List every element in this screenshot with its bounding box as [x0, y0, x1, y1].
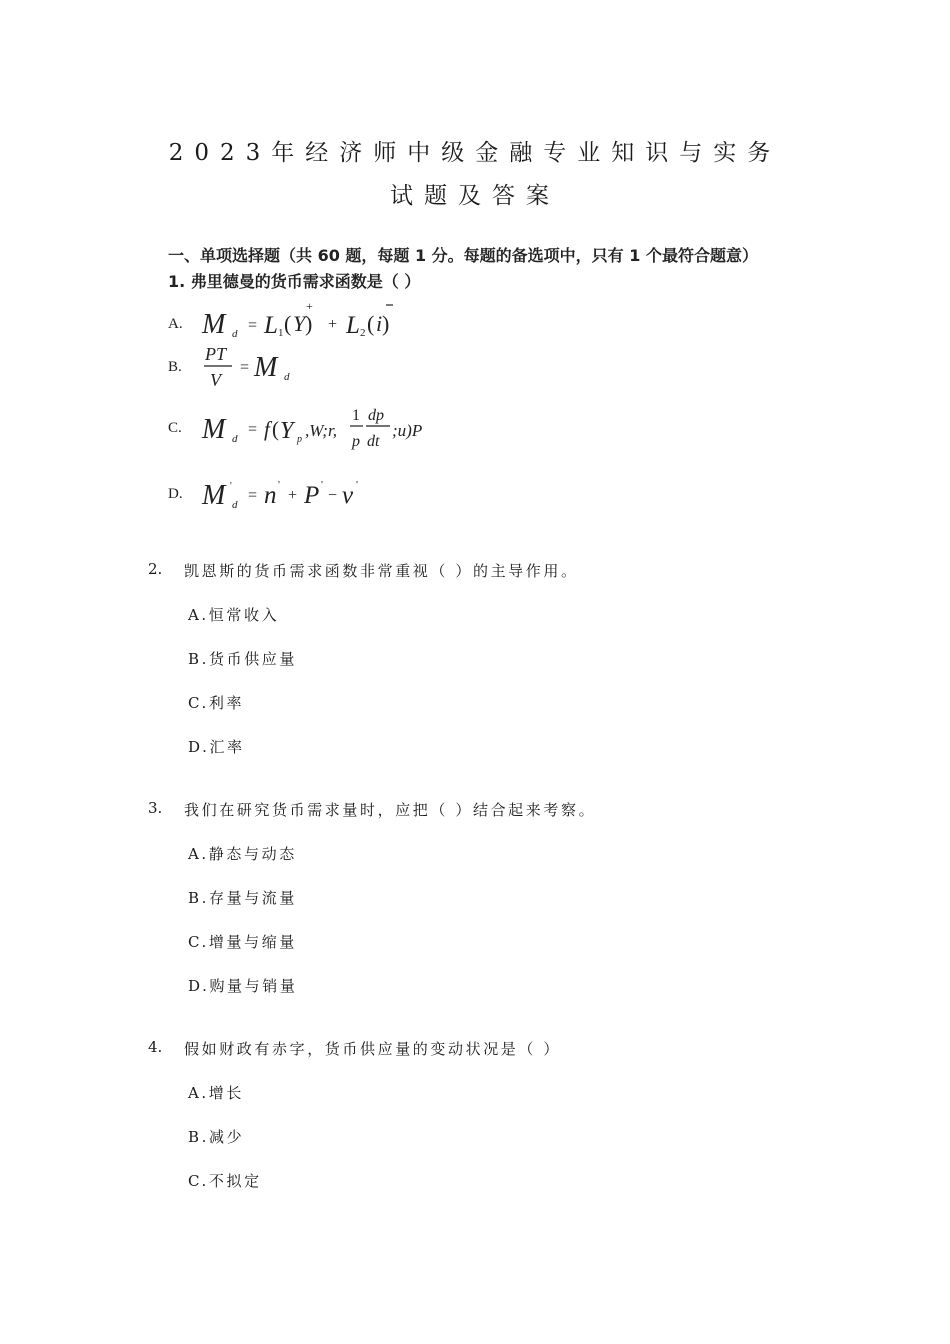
- option-a-formula: [168, 299, 393, 340]
- svg-text:PT: PT: [205, 344, 227, 364]
- svg-text:,W;r,: ,W;r,: [305, 421, 337, 440]
- svg-text:': ': [278, 479, 280, 491]
- svg-text:): ): [382, 311, 390, 336]
- svg-text:(: (: [367, 311, 375, 336]
- svg-text:d: d: [232, 328, 238, 340]
- option-c-formula: [168, 407, 422, 450]
- svg-text:=: =: [248, 487, 258, 504]
- svg-text:1: 1: [278, 327, 284, 339]
- question-2-text: 凯恩斯的货币需求函数非常重视（ ）的主导作用。: [184, 562, 579, 580]
- svg-text:p: p: [352, 433, 360, 450]
- svg-text:': ': [230, 481, 232, 492]
- svg-text:i: i: [376, 311, 383, 336]
- svg-text:': ': [356, 479, 358, 491]
- svg-text:P: P: [304, 482, 320, 509]
- svg-text:(: (: [284, 311, 292, 336]
- svg-text:+: +: [328, 316, 338, 333]
- svg-text:+: +: [306, 299, 313, 313]
- question-4-option-a: A.增长: [188, 1084, 245, 1102]
- question-2-option-d: D.汇率: [188, 738, 245, 756]
- question-3-option-d: D.购量与销量: [188, 977, 298, 995]
- svg-text:dp: dp: [368, 407, 384, 424]
- question-1-formula-options: [160, 296, 500, 516]
- svg-text:(: (: [272, 417, 279, 441]
- svg-text:+: +: [288, 487, 298, 504]
- question-4-option-c: C.不拟定: [188, 1172, 262, 1190]
- svg-text:M: M: [202, 309, 226, 340]
- svg-text:Y: Y: [293, 311, 306, 336]
- question-4-number: 4.: [148, 1038, 163, 1056]
- option-d-formula: [168, 479, 358, 511]
- question-2-option-c: C.利率: [188, 694, 245, 712]
- svg-text:d: d: [284, 371, 290, 383]
- option-c-label: C.: [168, 420, 182, 436]
- svg-text:L: L: [346, 312, 360, 339]
- question-3-number: 3.: [148, 799, 163, 817]
- svg-text:f: f: [264, 417, 270, 441]
- svg-text:p: p: [297, 434, 302, 445]
- question-4-text: 假如财政有赤字，货币供应量的变动状况是（ ）: [184, 1040, 561, 1058]
- svg-text:): ): [305, 311, 313, 336]
- section-heading: 一、单项选择题（共 60 题，每题 1 分。每题的备选项中，只有 1 个最符合题意）: [168, 246, 758, 265]
- question-3-text: 我们在研究货币需求量时，应把（ ）结合起来考察。: [184, 801, 597, 819]
- question-2-number: 2.: [148, 560, 163, 578]
- question-3-option-a: A.静态与动态: [188, 845, 297, 863]
- svg-text:dt: dt: [367, 433, 380, 450]
- question-3-option-b: B.存量与流量: [188, 889, 297, 907]
- svg-text:L: L: [264, 312, 278, 339]
- document-title-line1: 2023年经济师中级金融专业知识与实务: [168, 140, 782, 166]
- svg-text:d: d: [232, 433, 238, 445]
- svg-text:;u)P: ;u)P: [392, 421, 423, 440]
- svg-text:M: M: [202, 480, 226, 511]
- svg-text:': ': [321, 479, 323, 491]
- question-2-option-a: A.恒常收入: [188, 606, 280, 624]
- question-4-option-b: B.减少: [188, 1128, 245, 1146]
- option-a-label: A.: [168, 316, 183, 332]
- svg-text:=: =: [248, 317, 258, 334]
- question-3-option-c: C.增量与缩量: [188, 933, 297, 951]
- svg-text:v: v: [342, 482, 354, 509]
- svg-text:=: =: [248, 421, 258, 438]
- document-title-line2: 试题及答案: [390, 183, 560, 209]
- question-1-text: 1. 弗里德曼的货币需求函数是（ ）: [168, 272, 421, 291]
- svg-text:−: −: [328, 487, 338, 504]
- svg-text:1: 1: [352, 407, 360, 424]
- option-d-label: D.: [168, 486, 183, 502]
- svg-text:d: d: [232, 499, 238, 511]
- svg-text:=: =: [240, 359, 250, 376]
- svg-text:n: n: [264, 482, 277, 509]
- svg-text:M: M: [254, 352, 278, 383]
- svg-text:2: 2: [360, 327, 366, 339]
- option-b-formula: [168, 344, 290, 390]
- question-2-option-b: B.货币供应量: [188, 650, 297, 668]
- option-b-label: B.: [168, 359, 182, 375]
- svg-text:M: M: [202, 414, 226, 445]
- svg-text:V: V: [210, 370, 221, 390]
- svg-text:Y: Y: [280, 418, 294, 444]
